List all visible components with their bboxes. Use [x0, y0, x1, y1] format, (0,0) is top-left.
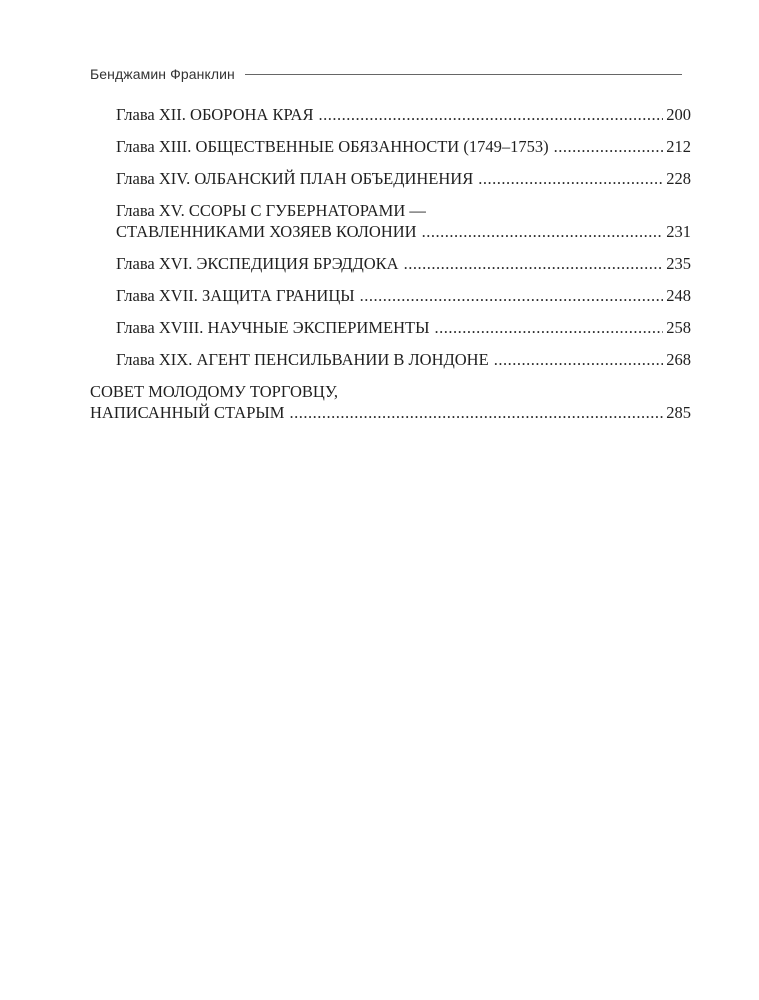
toc-entry-page: 212	[666, 137, 691, 156]
table-of-contents	[90, 104, 691, 434]
toc-entry-chapter-15[interactable]	[90, 200, 691, 242]
toc-entry-title-line-2: СТАВЛЕННИКАМИ ХОЗЯЕВ КОЛОНИИ	[116, 222, 417, 241]
dot-leader	[360, 285, 664, 306]
toc-entry-title: Глава XIV. ОЛБАНСКИЙ ПЛАН ОБЪЕДИНЕНИЯ	[116, 169, 474, 188]
toc-entry-title: Глава XIII. ОБЩЕСТВЕННЫЕ ОБЯЗАННОСТИ (1749–1753)	[116, 137, 549, 156]
toc-entry-title: Глава XII. ОБОРОНА КРАЯ	[116, 105, 314, 124]
dot-leader	[434, 317, 663, 338]
toc-entry-page: 235	[666, 254, 691, 273]
toc-entry-title: Глава XIX. АГЕНТ ПЕНСИЛЬВАНИИ В ЛОНДОНЕ	[116, 350, 489, 369]
toc-entry-title-line-2: НАПИСАННЫЙ СТАРЫМ	[90, 403, 285, 422]
toc-entry-title: Глава XVI. ЭКСПЕДИЦИЯ БРЭДДОКА	[116, 254, 399, 273]
toc-entry-page: 248	[666, 286, 691, 305]
toc-entry-chapter-18[interactable]	[90, 317, 691, 338]
toc-entry-title: Глава XVIII. НАУЧНЫЕ ЭКСПЕРИМЕНТЫ	[116, 318, 430, 337]
dot-leader	[318, 104, 663, 125]
toc-entry-page: 285	[666, 403, 691, 422]
toc-entry-page: 228	[666, 169, 691, 188]
toc-entry-chapter-13[interactable]	[90, 136, 691, 157]
toc-entry-page: 200	[666, 105, 691, 124]
dot-leader	[494, 349, 664, 370]
toc-entry-chapter-14[interactable]	[90, 168, 691, 189]
running-head	[90, 66, 682, 82]
toc-entry-page: 268	[666, 350, 691, 369]
running-head-rule	[245, 74, 682, 75]
running-head-author: Бенджамин Франклин	[90, 66, 235, 82]
toc-entry-title: Глава XVII. ЗАЩИТА ГРАНИЦЫ	[116, 286, 355, 305]
toc-entry-advice[interactable]	[90, 381, 691, 423]
toc-entry-chapter-17[interactable]	[90, 285, 691, 306]
toc-entry-chapter-19[interactable]	[90, 349, 691, 370]
toc-entry-title-line-1: Глава XV. ССОРЫ С ГУБЕРНАТОРАМИ —	[116, 201, 426, 220]
dot-leader	[289, 402, 663, 423]
dot-leader	[404, 253, 664, 274]
dot-leader	[478, 168, 663, 189]
dot-leader	[422, 221, 664, 242]
toc-entry-page: 231	[666, 222, 691, 241]
dot-leader	[554, 136, 664, 157]
toc-entry-chapter-12[interactable]	[90, 104, 691, 125]
toc-entry-chapter-16[interactable]	[90, 253, 691, 274]
toc-entry-title-line-1: СОВЕТ МОЛОДОМУ ТОРГОВЦУ,	[90, 382, 338, 401]
toc-entry-page: 258	[666, 318, 691, 337]
